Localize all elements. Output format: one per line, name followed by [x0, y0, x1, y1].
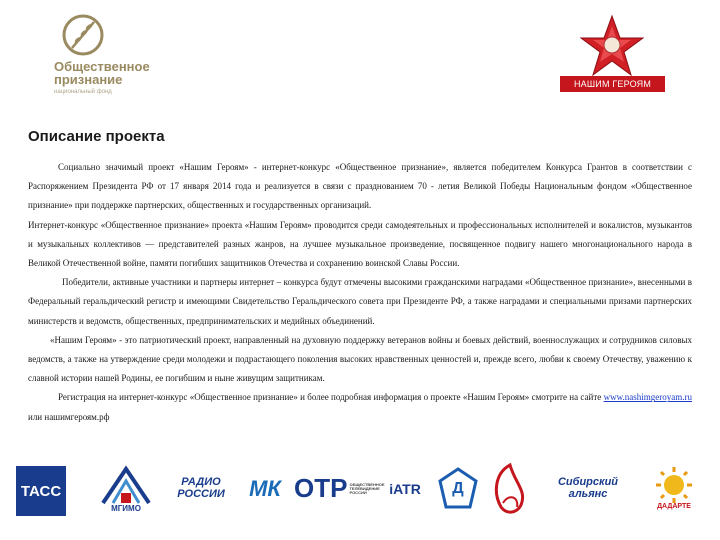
partner-iatr — [380, 458, 430, 520]
partner-emblem — [486, 458, 534, 520]
document-body — [28, 158, 692, 427]
partner-dadarte-label: ДАДАРТЕ — [657, 503, 691, 511]
partner-radio-rossii — [168, 458, 234, 520]
sun-icon — [654, 467, 694, 503]
site-link[interactable]: www.nashimgeroyam.ru — [603, 392, 692, 403]
partner-dinamo — [434, 458, 482, 520]
obshchestvennoe-priznanie-logo — [50, 14, 160, 104]
red-swirl-emblem-icon — [489, 463, 531, 515]
logo-subtitle: национальный фонд — [54, 89, 112, 95]
partner-mk — [238, 458, 292, 520]
paragraph-2: Интернет-конкурс «Общественное признание» проекта «Нашим Героям» проводится среди самодеятельных и профессиональных исполнителей и вокалистов, музыкантов и музыкальных коллективов — представителей разных жанров, на лучшее музыкальное произведение, посвященное подвигу нашего многонационального народа в Великой Отечественной войне, памяти погибших защитников Отечества и сохранению воинской Славы России. — [28, 219, 692, 269]
paragraph-1: Социально значимый проект «Нашим Героям» - интернет-конкурс «Общественное признание», является победителем Конкурса Грантов в соответствии с Распоряжением Президента РФ от 17 января 2014 года и реализуется в связи с празднованием 70 - летия Великой Победы Национальным фондом «Общественное признание» при поддержке партнерских, общественных и государственных организаций. — [28, 162, 692, 211]
page-title: Описание проекта — [28, 128, 165, 145]
partner-iatr-label: iATR — [389, 480, 421, 497]
partner-dadarte — [644, 458, 704, 520]
partner-mgimo-label: МГИМО — [111, 503, 141, 513]
partner-sibir-label: Сибирский альянс — [557, 476, 619, 500]
paragraph-5-text: Регистрация на интернет-конкурс «Общественное признание» и более подробная информация о проекте «Нашим Героям» смотрите на сайте — [58, 392, 604, 403]
partner-tass-label: ТАСС — [20, 482, 62, 500]
partner-tass — [16, 466, 66, 516]
logo-name: Общественное признание — [54, 59, 150, 87]
partner-radio-label: РАДИО РОССИИ — [177, 476, 225, 500]
mgimo-emblem-icon — [99, 465, 153, 505]
partner-mk-label: МК — [249, 476, 281, 502]
logo-banner: НАШИМ ГЕРОЯМ — [560, 76, 665, 92]
paragraph-5-tail: или нашимгероям.рф — [28, 411, 110, 422]
nashim-geroyam-logo — [560, 14, 665, 94]
partner-sibirskiy-alyans — [538, 458, 638, 520]
partner-otr-sublabel: ОБЩЕСТВЕННОЕ ТЕЛЕВИДЕНИЕ РОССИИ — [349, 481, 385, 496]
partner-otr — [294, 458, 385, 520]
paragraph-3: Победители, активные участники и партнеры интернет – конкурса будут отмечены высокими гражданскими наградами «Общественное признание», внесенными в Федеральный геральдический регистр и имеющими Свидетельство Геральдического совета при Президенте РФ, а также наградами и специальными призами партнерских министерств и ведомств, общественных, предпринимательских и медийных объединений. — [28, 277, 692, 326]
partner-mgimo — [86, 458, 166, 520]
laurel-icon — [62, 14, 104, 60]
partner-logos — [16, 458, 706, 522]
partner-otr-label: ОТР — [294, 473, 348, 504]
paragraph-4: «Нашим Героям» - это патриотический проект, направленный на духовную поддержку ветеранов войны и боевых действий, военнослужащих и сотрудников силовых ведомств, а также на утверждение среди молодежи и подрастающего поколения высоких нравственных ценностей и, прежде всего, любви к своему Отечеству, уважению к славной истории нашей Родины, ее погибшим и ныне живущим защитникам. — [28, 334, 692, 384]
partner-dinamo-label: Д — [452, 479, 464, 497]
paragraph-5 — [28, 388, 692, 426]
red-star-icon — [580, 14, 644, 78]
